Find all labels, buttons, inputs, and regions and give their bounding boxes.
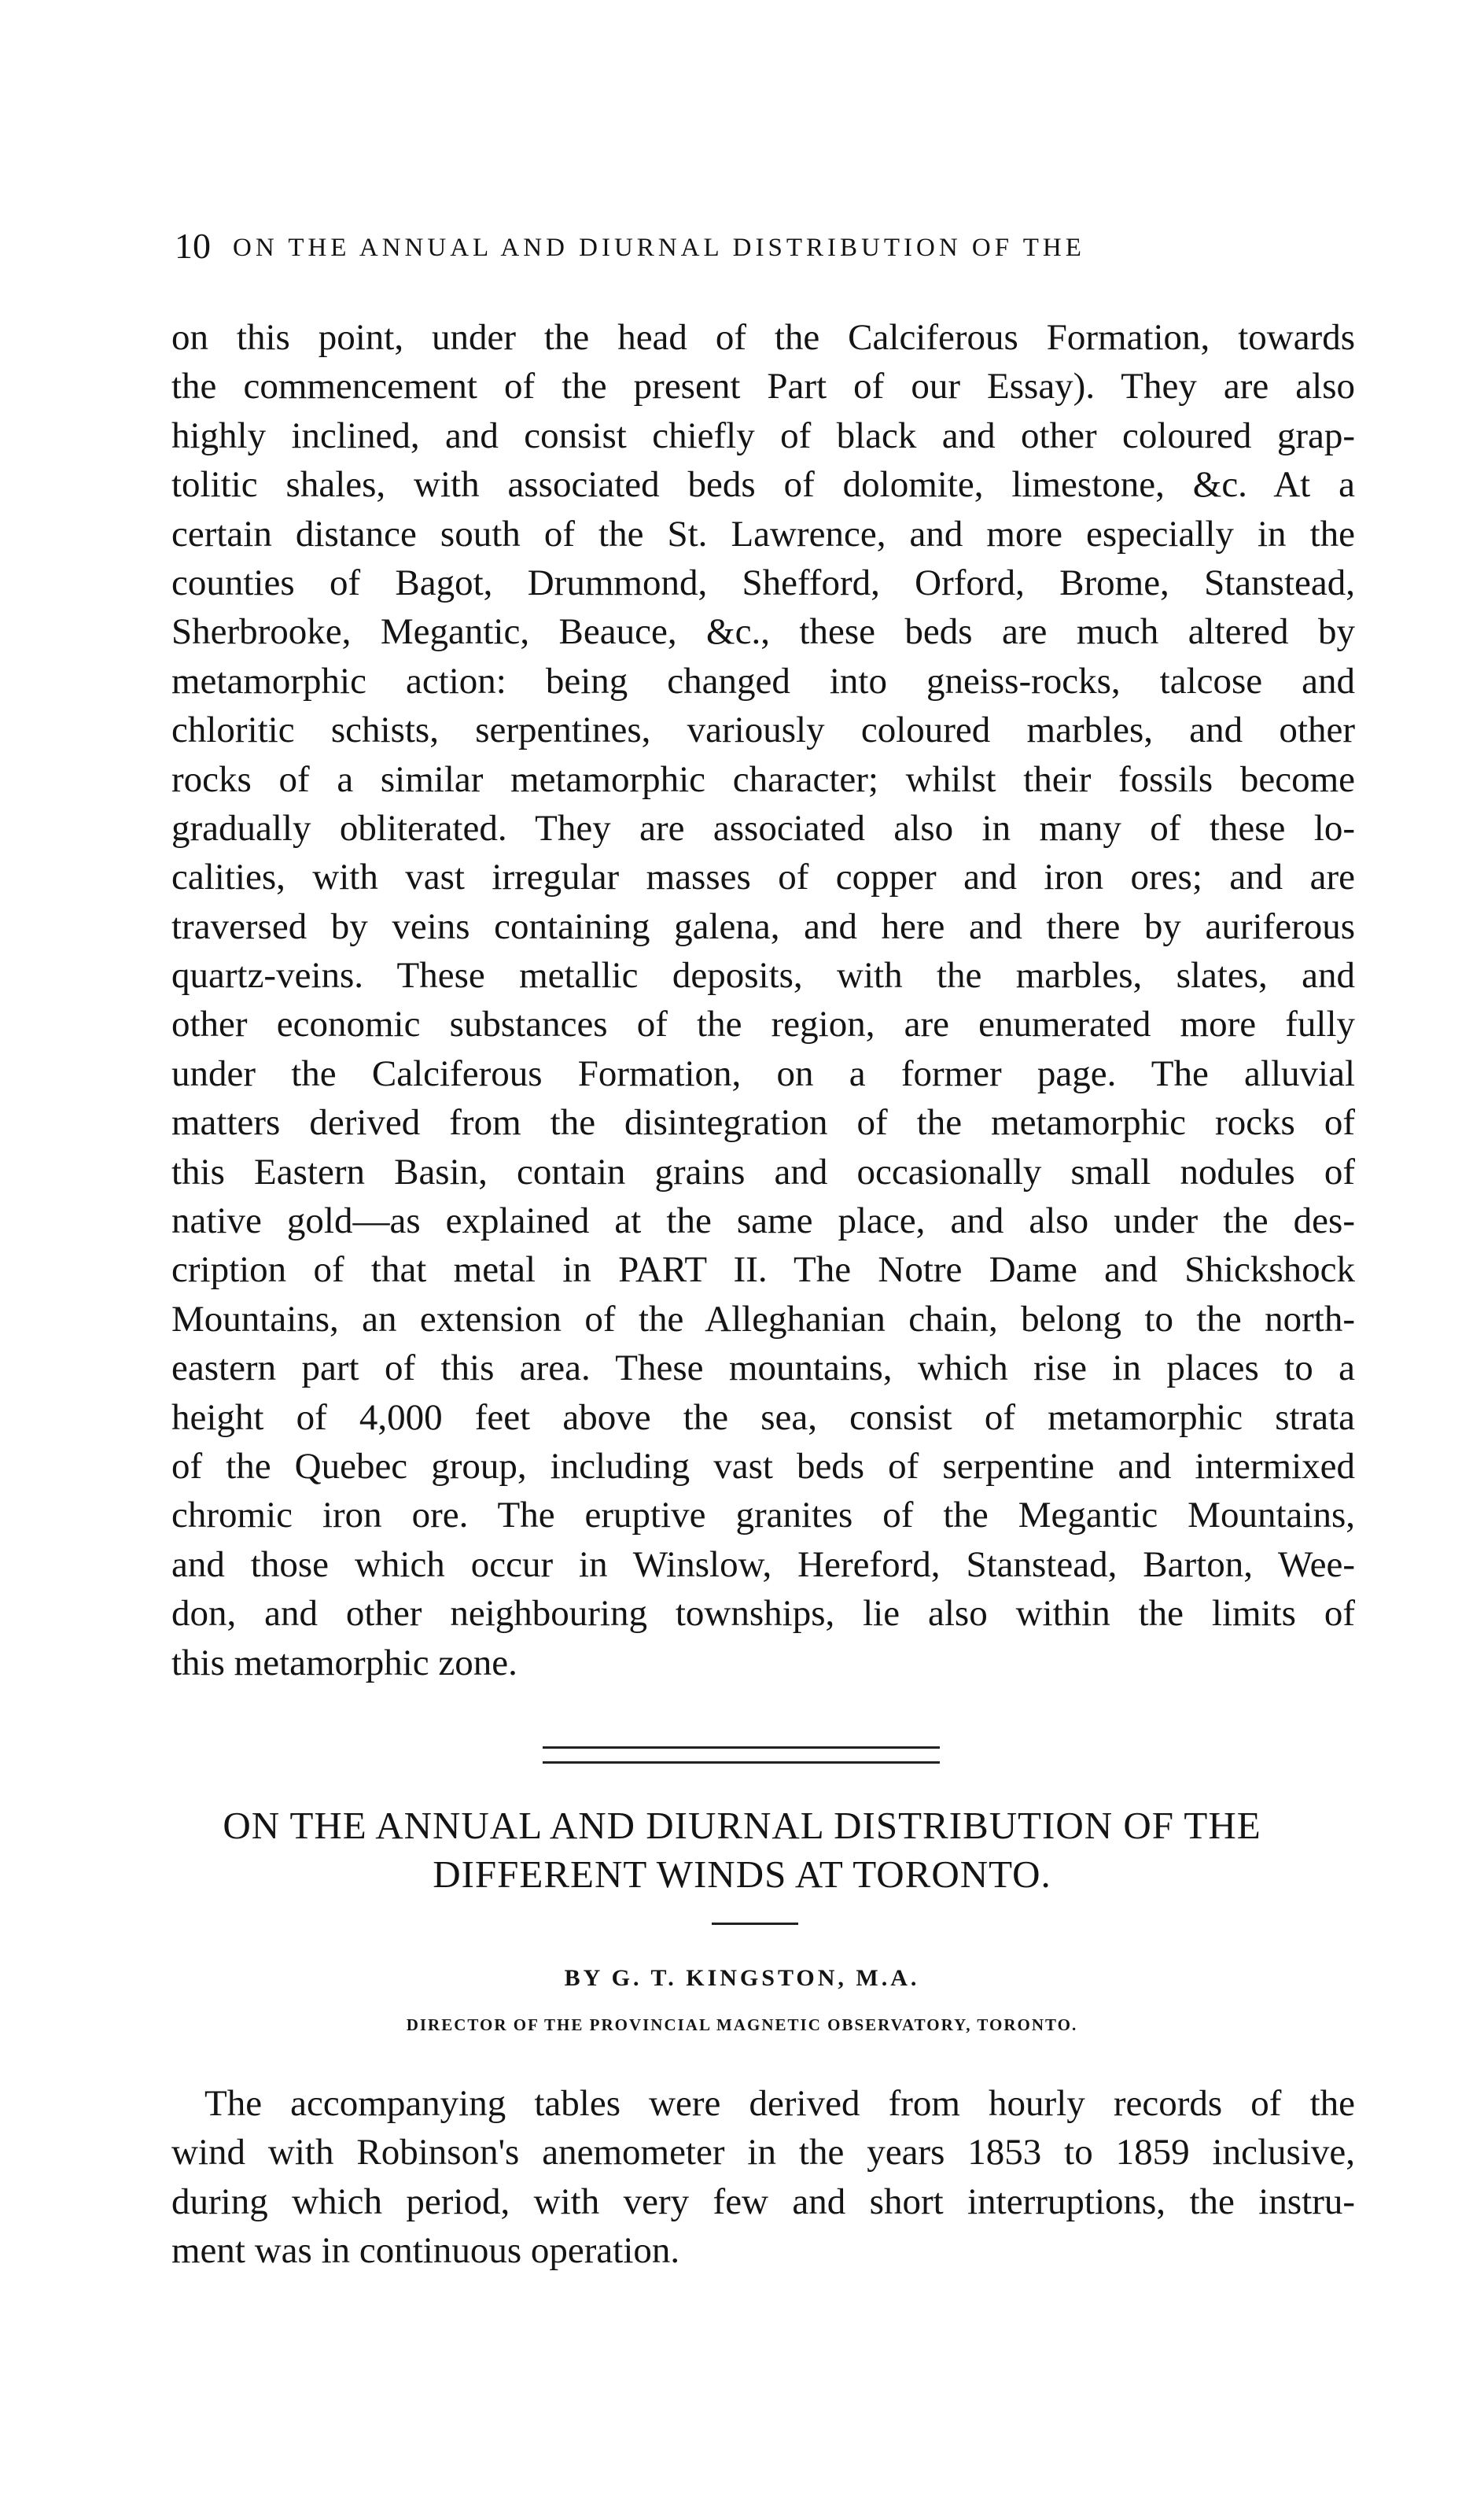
text-line: this metamorphic zone. <box>171 1642 517 1683</box>
text-line: during which period, with very few and short interruptions, the instru- <box>171 2181 1355 2222</box>
text-line: the commencement of the present Part of our Essay). They are also <box>171 366 1355 407</box>
text-line: Sherbrooke, Megantic, Beauce, &c., these beds are much altered by <box>171 611 1355 653</box>
text-line: traversed by veins containing galena, and here and there by auriferous <box>171 905 1355 947</box>
text-line: calities, with vast irregular masses of copper and iron ores; and are <box>171 857 1355 898</box>
running-head <box>175 225 1354 267</box>
running-head-title: ON THE ANNUAL AND DIURNAL DISTRIBUTION OF THE <box>233 234 1085 262</box>
body-paragraph <box>171 313 1355 1687</box>
text-line: metamorphic action: being changed into gneiss-rocks, talcose and <box>171 660 1355 702</box>
text-line: gradually obliterated. They are associated also in many of these lo- <box>171 807 1355 849</box>
text-line: under the Calciferous Formation, on a former page. The alluvial <box>171 1053 1355 1094</box>
text-line: don, and other neighbouring townships, lie also within the limits of <box>171 1593 1355 1635</box>
text-line: eastern part of this area. These mountains, which rise in places to a <box>171 1348 1355 1389</box>
article-title-line: ON THE ANNUAL AND DIURNAL DISTRIBUTION OF THE <box>223 1804 1261 1847</box>
text-line: quartz-veins. These metallic deposits, with the marbles, slates, and <box>171 955 1355 997</box>
text-line: counties of Bagot, Drummond, Shefford, Orford, Brome, Stanstead, <box>171 562 1355 603</box>
text-line: highly inclined, and consist chiefly of black and other coloured grap- <box>171 415 1355 456</box>
text-line: and those which occur in Winslow, Hereford, Stanstead, Barton, Wee- <box>171 1543 1355 1585</box>
text-line: certain distance south of the St. Lawrence, and more especially in the <box>171 513 1355 555</box>
text-line: ment was in continuous operation. <box>171 2230 680 2272</box>
text-line: Mountains, an extension of the Alleghanian chain, belong to the north- <box>171 1298 1355 1340</box>
text-line: other economic substances of the region, are enumerated more fully <box>171 1004 1355 1045</box>
text-line: on this point, under the head of the Calciferous Formation, towards <box>171 317 1355 358</box>
text-line: cription of that metal in PART II. The Notre Dame and Shickshock <box>171 1249 1355 1291</box>
author-byline: BY G. T. KINGSTON, M.A. <box>564 1965 920 1991</box>
text-line: of the Quebec group, including vast beds of serpentine and intermixed <box>171 1445 1355 1487</box>
text-line: native gold—as explained at the same place, and also under the des- <box>171 1200 1355 1242</box>
author-affiliation: DIRECTOR OF THE PROVINCIAL MAGNETIC OBSERVATORY, TORONTO. <box>406 2015 1078 2034</box>
text-line: chromic iron ore. The eruptive granites of the Megantic Mountains, <box>171 1495 1355 1536</box>
text-line: wind with Robinson's anemometer in the years 1853 to 1859 inclusive, <box>171 2132 1355 2173</box>
text-line: this Eastern Basin, contain grains and occasionally small nodules of <box>171 1151 1355 1193</box>
text-line: tolitic shales, with associated beds of dolomite, limestone, &c. At a <box>171 464 1355 506</box>
text-line: chloritic schists, serpentines, variously coloured marbles, and other <box>171 710 1355 751</box>
text-line: The accompanying tables were derived from hourly records of the <box>204 2083 1355 2124</box>
text-line: matters derived from the disintegration of the metamorphic rocks of <box>171 1102 1355 1144</box>
intro-paragraph <box>171 2079 1355 2276</box>
section-divider <box>543 1746 940 1764</box>
page-number: 10 <box>175 226 211 266</box>
text-line: height of 4,000 feet above the sea, consist of metamorphic strata <box>171 1396 1355 1438</box>
text-line: rocks of a similar metamorphic character; whilst their fossils become <box>171 758 1355 800</box>
title-rule <box>712 1923 798 1925</box>
article-title <box>118 1801 1366 1899</box>
article-title-line: DIFFERENT WINDS AT TORONTO. <box>433 1853 1051 1896</box>
